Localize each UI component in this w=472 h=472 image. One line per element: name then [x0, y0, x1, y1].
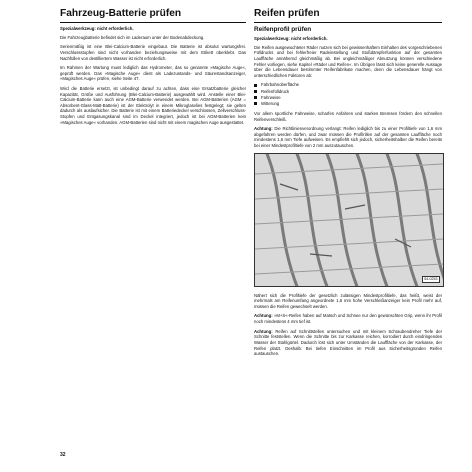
paragraph: Serienmäßig ist eine Blei-Calcium-Batterie eingebaut. Die Batterie ist absolut wartungsfrei. Verschlussstopfen sind nicht vorhanden beziehungsweise mit dem Etikett überklebt. Das Nachfüllen von destilliertem Wasser ist nicht erforderlich.	[60, 44, 246, 61]
tire-tread-photo	[254, 153, 444, 287]
paragraph: Die Fahrzeugbatterie befindet sich im Laderaum unter der Bodenabdeckung.	[60, 34, 205, 40]
paragraph: Die Reifen ausgewuchteter Räder nutzen sich bei gewissenhaftem Einhalten des vorgeschriebenen Fülldrucks und bei fehlerfreier Radeinstellung und Stoßdämpferfunktion auf der gesamten Lauffläche annähernd gleichmäßig ab. Bei ungleichmäßiger Abnutzung können verschiedene Fehler vorliegen, siehe Kapitel »Räder und Reifen«. Im Übrigen lässt sich keine generelle Aussage über die Lebensdauer bestimmter Reifenfabrikate machen, denn die Lebensdauer hängt von unterschiedlichen Faktoren ab:	[254, 44, 442, 78]
page-number: 32	[60, 452, 66, 458]
achtung-label: Achtung:	[254, 313, 273, 319]
tire-tread-illustration	[255, 154, 443, 286]
paragraph-achtung	[254, 329, 442, 357]
achtung-label: Achtung:	[254, 328, 273, 334]
list-item: Fahrbahnoberfläche	[254, 82, 442, 88]
spezialwerkzeug-note: Spezialwerkzeug: nicht erforderlich.	[254, 35, 328, 41]
achtung-text: »M+S«-Reifen haben auf Matsch und Schnee nur den gewünschten Grip, wenn ihr Profil noch mindestens 4 mm tief ist.	[254, 313, 442, 325]
achtung-text: Die Richtlinienverordnung verlangt: Reifen lediglich bis zu einer Profiltiefe von 1,6 mm abgefahren werden dürfen, und zwar müssen die Profilrillen auf der gesamten Lauffläche noch mindestens 1,6 mm Tiefe aufweisen. Es empfiehlt sich jedoch, sicherheitshalber die Reifen bereits bei einer Mindestprofiltiefe von 2 mm auszutauschen.	[254, 126, 442, 149]
achtung-text: Reifen auf Schnittstellen untersuchen und mit kleinem Schraubendreher Tiefe der Schnitte feststellen. Wenn die Schnitte bis zur Karkasse reichen, korrodiert durch eindringendes Wasser der Stahlgürtel. Dadurch löst sich unter Umständen die Lauffläche von der Karkasse, der Reifen platzt. Deshalb: Bei tiefen Einschnitten im Profil aus Sicherheitsgründen Reifen austauschen.	[254, 328, 442, 357]
paragraph: Vor allem sportliche Fahrweise, scharfes Anfahren und starkes Bremsen fördern den schnellen Reifenverschleiß.	[254, 111, 442, 122]
paragraph: Wird die Batterie ersetzt, ist unbedingt darauf zu achten, dass eine Ersatzbatterie gleicher Kapazität, Größe und Ausführung (Blei-Calcium-Batterie) ausgewählt wird. Anstelle einer Blei-Calcium-Batterie kann auch eine AGM-Batterie verwendet werden. Bei AGM-Batterien (AGM = Absorbent-Glass-Matt-Batterie) ist der Elektrolyt in einem Mikroglasvlies festgelegt; sie gelten dadurch als auslaufsicher. Die Batterie ist mit einem Batteriedeckel verschlossen, Zellverschluss-Stopfen und Entgasungskanal sind im Deckel integriert, jedoch ist bei AGM-Batterien kein »Magisches Auge« vorhanden. AGM-Batterien sind nicht mit einem magischen Auge ausgestattet.	[60, 85, 246, 125]
section-heading-reifen: Reifen prüfen	[254, 8, 320, 19]
paragraph: Im Rahmen der Wartung muss lediglich das Hydrometer, das so genannte »Magische Auge«, geprüft werden. Das »Magische Auge« dient als Ladezustands- und Säurestandsanzeiger, »Magisches Auge« prüfen, siehe Seite 47.	[60, 65, 246, 82]
left-column	[60, 8, 246, 129]
heading-rule	[60, 22, 246, 23]
right-column	[254, 8, 442, 361]
paragraph: Nähert sich die Profiltiefe der gesetzlich zulässigen Mindestprofiltiefe, das heißt, weist der mehrmals am Reifenumfang angeordnete 1,6 mm hohe Verschleißanzeiger kein Profil mehr auf, müssen die Reifen gewechselt werden.	[254, 292, 442, 309]
subheading-reifenprofil: Reifenprofil prüfen	[254, 25, 312, 33]
spezialwerkzeug-note: Spezialwerkzeug: nicht erforderlich.	[60, 25, 134, 31]
list-item: Reifenfülldruck	[254, 89, 442, 95]
achtung-label: Achtung:	[254, 126, 273, 132]
section-heading-batterie: Fahrzeug-Batterie prüfen	[60, 8, 182, 19]
heading-rule	[254, 22, 442, 23]
paragraph-achtung	[254, 313, 442, 324]
figure-code: 54-0253	[422, 276, 440, 283]
list-item: Witterung	[254, 101, 442, 107]
list-item: Fahrweise	[254, 95, 442, 101]
factor-list	[254, 82, 442, 107]
paragraph-achtung	[254, 126, 442, 148]
